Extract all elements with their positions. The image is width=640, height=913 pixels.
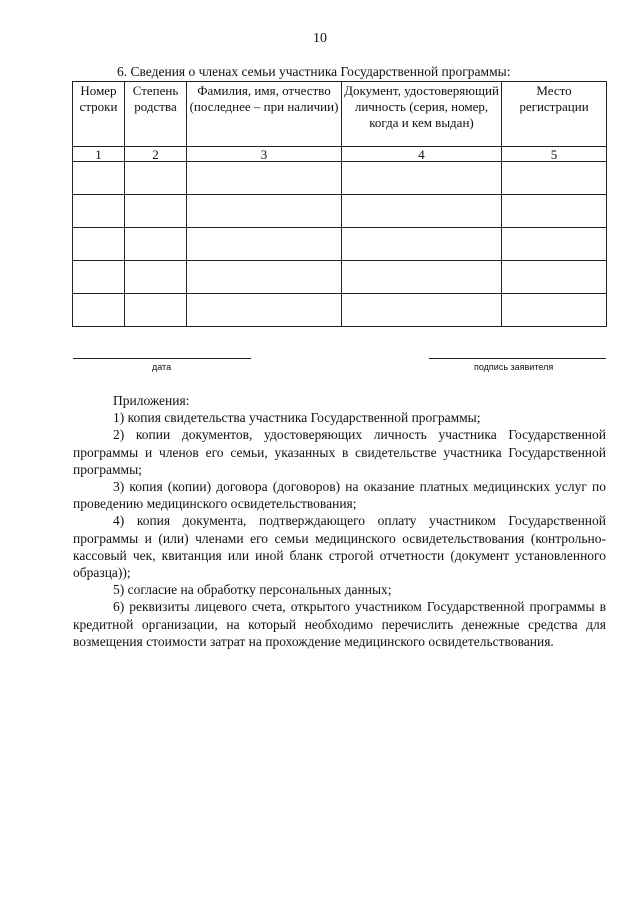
date-caption: дата bbox=[152, 362, 172, 372]
table-row bbox=[73, 195, 607, 228]
table-cell[interactable] bbox=[73, 294, 125, 327]
column-number: 1 bbox=[73, 147, 125, 162]
list-item: 2) копии документов, удостоверяющих личность участника Государственной программы и членов его семьи, указанных в свидетельстве участника Государственной программы; bbox=[73, 427, 606, 477]
date-line[interactable] bbox=[73, 358, 251, 359]
table-cell[interactable] bbox=[73, 162, 125, 195]
table-cell[interactable] bbox=[342, 294, 502, 327]
table-cell[interactable] bbox=[502, 228, 607, 261]
column-number: 4 bbox=[342, 147, 502, 162]
header-identity-document: Документ, удостоверяющий личность (серия, номер, когда и кем выдан) bbox=[342, 82, 502, 147]
column-number: 3 bbox=[187, 147, 342, 162]
table-row bbox=[73, 294, 607, 327]
table-cell[interactable] bbox=[73, 228, 125, 261]
table-row bbox=[73, 162, 607, 195]
table-cell[interactable] bbox=[125, 195, 187, 228]
list-item: 1) копия свидетельства участника Государственной программы; bbox=[113, 410, 481, 426]
table-cell[interactable] bbox=[342, 228, 502, 261]
table-cell[interactable] bbox=[502, 195, 607, 228]
section-title: 6. Сведения о членах семьи участника Государственной программы: bbox=[117, 64, 511, 79]
table-cell[interactable] bbox=[502, 294, 607, 327]
table-cell[interactable] bbox=[73, 261, 125, 294]
page-number: 10 bbox=[313, 31, 327, 46]
table-cell[interactable] bbox=[187, 195, 342, 228]
table-cell[interactable] bbox=[125, 261, 187, 294]
column-numbers-row bbox=[73, 147, 607, 162]
table-row bbox=[73, 261, 607, 294]
signature-line[interactable] bbox=[429, 358, 606, 359]
table-cell[interactable] bbox=[187, 228, 342, 261]
table-cell[interactable] bbox=[502, 162, 607, 195]
table-cell[interactable] bbox=[187, 294, 342, 327]
table-cell[interactable] bbox=[125, 162, 187, 195]
header-registration-place: Место регистрации bbox=[502, 82, 607, 147]
table-cell[interactable] bbox=[502, 261, 607, 294]
header-kinship: Степень родства bbox=[125, 82, 187, 147]
header-row-number: Номер строки bbox=[73, 82, 125, 147]
table-row bbox=[73, 228, 607, 261]
table-cell[interactable] bbox=[125, 294, 187, 327]
list-item: 5) согласие на обработку персональных данных; bbox=[113, 582, 392, 598]
table-cell[interactable] bbox=[342, 261, 502, 294]
table-cell[interactable] bbox=[73, 195, 125, 228]
header-full-name: Фамилия, имя, отчество (последнее – при наличии) bbox=[187, 82, 342, 147]
list-item: 6) реквизиты лицевого счета, открытого участником Государственной программы в кредитной организации, на который необходимо перечислить денежные средства для возмещения стоимости затрат на прохождение медицинского освидетельствования. bbox=[73, 599, 606, 649]
column-number: 5 bbox=[502, 147, 607, 162]
table-cell[interactable] bbox=[187, 162, 342, 195]
list-item: 3) копия (копии) договора (договоров) на оказание платных медицинских услуг по проведению медицинского освидетельствования; bbox=[73, 479, 606, 512]
table-cell[interactable] bbox=[342, 195, 502, 228]
table-header-row bbox=[73, 82, 607, 147]
table-cell[interactable] bbox=[125, 228, 187, 261]
table-cell[interactable] bbox=[342, 162, 502, 195]
table-cell[interactable] bbox=[187, 261, 342, 294]
attachments-list bbox=[73, 392, 606, 650]
signature-caption: подпись заявителя bbox=[474, 362, 554, 372]
attachments-heading: Приложения: bbox=[113, 393, 190, 408]
column-number: 2 bbox=[125, 147, 187, 162]
list-item: 4) копия документа, подтверждающего оплату участником Государственной программы и (или) членами его семьи медицинского освидетельствования (контрольно-кассовый чек, квитанция или иной бланк строгой отчетности (документ установленного образца)); bbox=[73, 513, 606, 581]
family-members-table bbox=[72, 81, 607, 327]
